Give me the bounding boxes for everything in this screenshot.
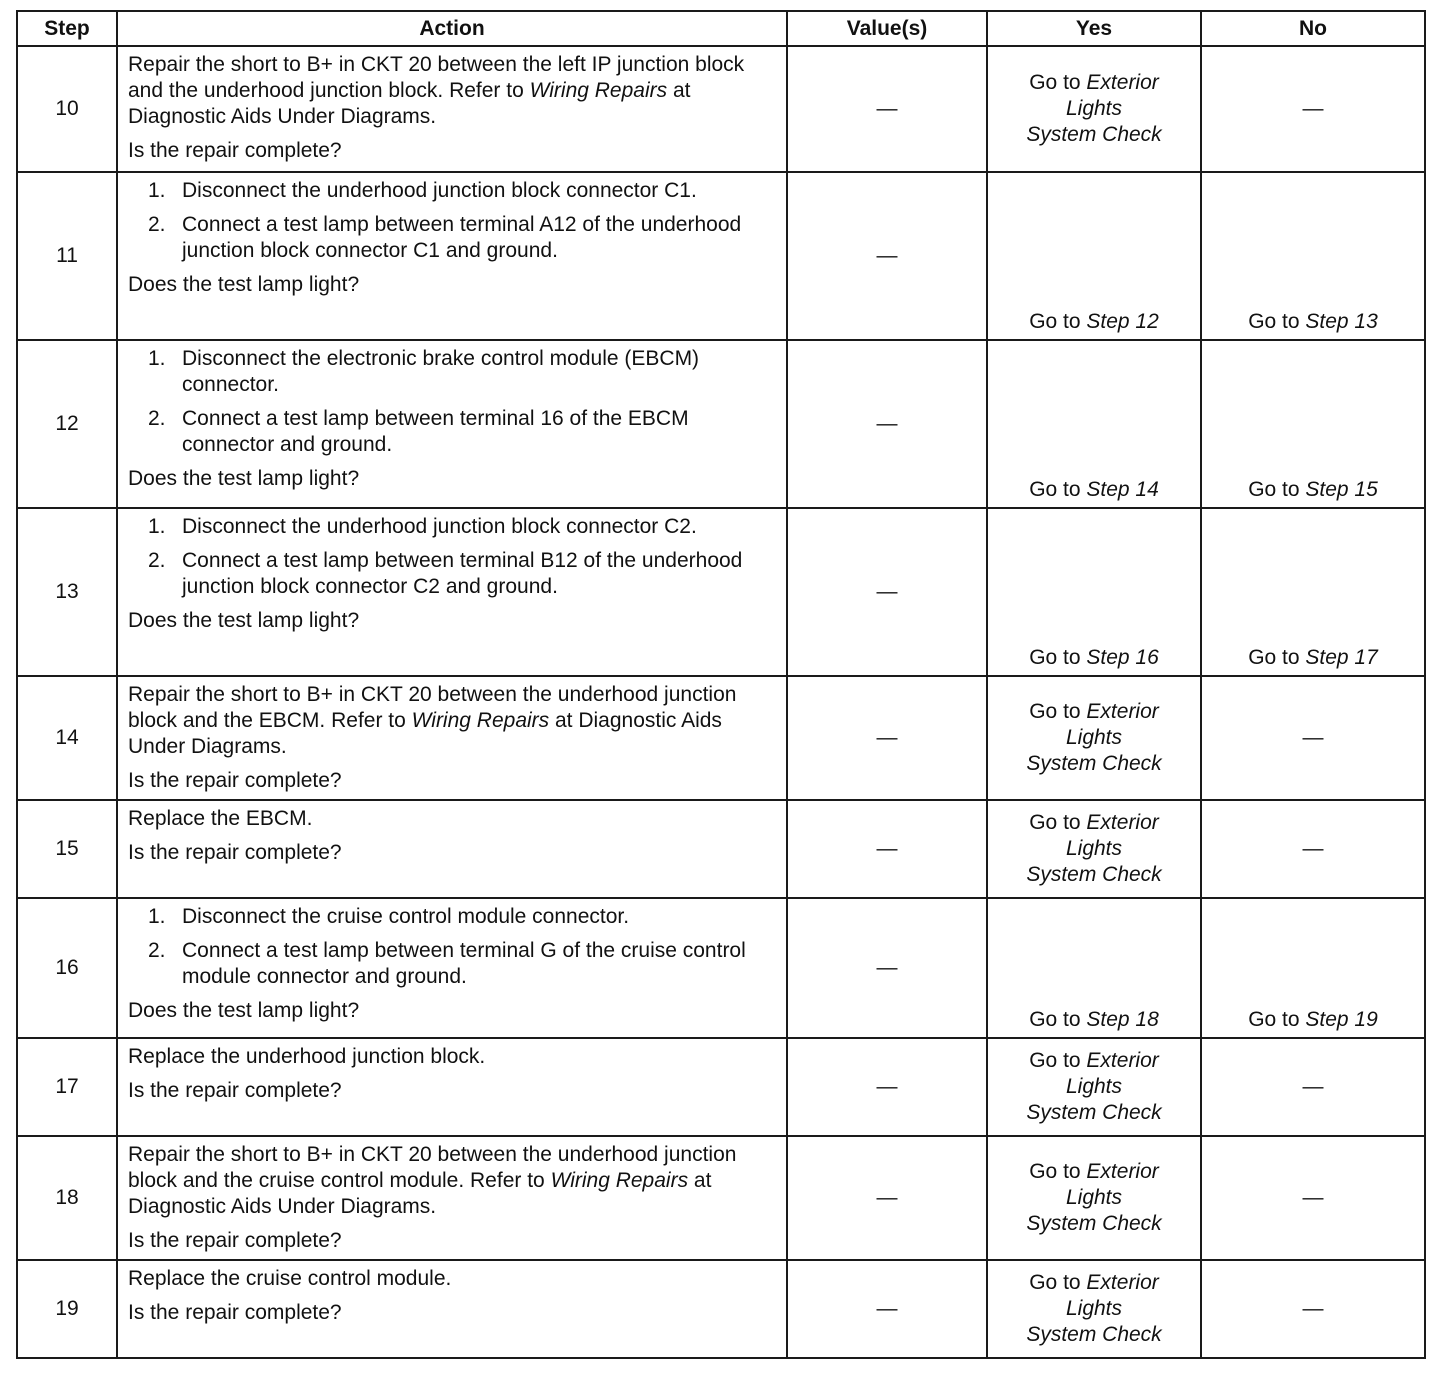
header-value: Value(s) xyxy=(787,11,987,46)
action-cell xyxy=(117,172,787,340)
table-row xyxy=(17,800,1425,898)
table-row xyxy=(17,46,1425,172)
no-cell: — xyxy=(1201,1038,1425,1136)
value-cell: — xyxy=(787,46,987,172)
step-number: 11 xyxy=(17,172,117,340)
action-step-item xyxy=(128,514,776,540)
value-cell: — xyxy=(787,800,987,898)
table-row xyxy=(17,1136,1425,1260)
no-cell: — xyxy=(1201,46,1425,172)
yes-cell: Go to Exterior Lights System Check xyxy=(987,1038,1201,1136)
action-steps-list xyxy=(128,178,776,264)
value-cell: — xyxy=(787,172,987,340)
action-step-number: 1. xyxy=(148,179,166,202)
no-cell: — xyxy=(1201,676,1425,800)
action-step-number: 2. xyxy=(148,939,166,962)
value-cell: — xyxy=(787,1136,987,1260)
action-step-number: 1. xyxy=(148,905,166,928)
yes-cell: Go to Exterior Lights System Check xyxy=(987,676,1201,800)
action-step-item xyxy=(128,178,776,204)
action-text: Repair the short to B+ in CKT 20 between the left IP junction block and the underhood junction block. Refer to Wiring Repairs at Diagnostic Aids Under Diagrams. xyxy=(128,53,745,128)
yes-cell: Go to Step 12 xyxy=(987,172,1201,340)
action-step-text: Connect a test lamp between terminal 16 of the EBCM connector and ground. xyxy=(182,407,689,456)
action-cell xyxy=(117,46,787,172)
no-cell: Go to Step 17 xyxy=(1201,508,1425,676)
table-body xyxy=(17,46,1425,1358)
header-no: No xyxy=(1201,11,1425,46)
action-question: Is the repair complete? xyxy=(128,841,342,864)
no-cell: Go to Step 19 xyxy=(1201,898,1425,1038)
no-cell: Go to Step 15 xyxy=(1201,340,1425,508)
step-number: 15 xyxy=(17,800,117,898)
action-cell xyxy=(117,340,787,508)
action-cell xyxy=(117,898,787,1038)
step-number: 19 xyxy=(17,1260,117,1358)
action-step-number: 2. xyxy=(148,549,166,572)
table-row xyxy=(17,508,1425,676)
value-cell: — xyxy=(787,508,987,676)
no-cell: — xyxy=(1201,800,1425,898)
action-question: Is the repair complete? xyxy=(128,769,342,792)
value-cell: — xyxy=(787,898,987,1038)
action-step-text: Disconnect the underhood junction block connector C1. xyxy=(182,179,697,202)
action-step-text: Disconnect the underhood junction block connector C2. xyxy=(182,515,697,538)
header-action: Action xyxy=(117,11,787,46)
value-cell: — xyxy=(787,340,987,508)
table-row xyxy=(17,1260,1425,1358)
table-row xyxy=(17,340,1425,508)
header-step: Step xyxy=(17,11,117,46)
action-question: Does the test lamp light? xyxy=(128,609,360,632)
value-cell: — xyxy=(787,1038,987,1136)
action-step-text: Disconnect the electronic brake control module (EBCM) connector. xyxy=(182,347,700,396)
header-yes: Yes xyxy=(987,11,1201,46)
action-step-item xyxy=(128,938,776,990)
action-steps-list xyxy=(128,904,776,990)
action-text: Replace the underhood junction block. xyxy=(128,1045,486,1068)
step-number: 14 xyxy=(17,676,117,800)
yes-cell: Go to Exterior Lights System Check xyxy=(987,800,1201,898)
action-question: Does the test lamp light? xyxy=(128,273,360,296)
table-row xyxy=(17,172,1425,340)
action-step-item xyxy=(128,346,776,398)
yes-cell: Go to Step 16 xyxy=(987,508,1201,676)
step-number: 13 xyxy=(17,508,117,676)
action-step-item xyxy=(128,212,776,264)
action-step-text: Connect a test lamp between terminal G of the cruise control module connector and ground. xyxy=(182,939,746,988)
action-question: Is the repair complete? xyxy=(128,1079,342,1102)
table-row xyxy=(17,676,1425,800)
value-cell: — xyxy=(787,1260,987,1358)
action-question: Does the test lamp light? xyxy=(128,999,360,1022)
action-steps-list xyxy=(128,346,776,458)
no-cell: — xyxy=(1201,1136,1425,1260)
action-question: Does the test lamp light? xyxy=(128,467,360,490)
action-step-text: Connect a test lamp between terminal A12 of the underhood junction block connector C1 and ground. xyxy=(182,213,742,262)
action-text: Repair the short to B+ in CKT 20 between the underhood junction block and the cruise control module. Refer to Wiring Repairs at Diagnostic Aids Under Diagrams. xyxy=(128,1143,737,1218)
action-step-number: 1. xyxy=(148,347,166,370)
action-question: Is the repair complete? xyxy=(128,139,342,162)
yes-cell: Go to Step 18 xyxy=(987,898,1201,1038)
action-text: Replace the EBCM. xyxy=(128,807,313,830)
yes-cell: Go to Exterior Lights System Check xyxy=(987,46,1201,172)
yes-cell: Go to Exterior Lights System Check xyxy=(987,1260,1201,1358)
no-cell: — xyxy=(1201,1260,1425,1358)
action-step-number: 1. xyxy=(148,515,166,538)
action-question: Is the repair complete? xyxy=(128,1301,342,1324)
action-text: Replace the cruise control module. xyxy=(128,1267,452,1290)
action-cell xyxy=(117,800,787,898)
action-step-item xyxy=(128,904,776,930)
header-row xyxy=(17,11,1425,46)
step-number: 18 xyxy=(17,1136,117,1260)
table-row xyxy=(17,1038,1425,1136)
action-step-text: Connect a test lamp between terminal B12 of the underhood junction block connector C2 and ground. xyxy=(182,549,743,598)
step-number: 16 xyxy=(17,898,117,1038)
table-row xyxy=(17,898,1425,1038)
action-step-text: Disconnect the cruise control module connector. xyxy=(182,905,630,928)
action-cell xyxy=(117,676,787,800)
step-number: 10 xyxy=(17,46,117,172)
yes-cell: Go to Step 14 xyxy=(987,340,1201,508)
no-cell: Go to Step 13 xyxy=(1201,172,1425,340)
action-step-number: 2. xyxy=(148,213,166,236)
action-question: Is the repair complete? xyxy=(128,1229,342,1252)
step-number: 17 xyxy=(17,1038,117,1136)
value-cell: — xyxy=(787,676,987,800)
action-steps-list xyxy=(128,514,776,600)
step-number: 12 xyxy=(17,340,117,508)
action-cell xyxy=(117,1136,787,1260)
action-cell xyxy=(117,1260,787,1358)
action-step-item xyxy=(128,406,776,458)
action-step-item xyxy=(128,548,776,600)
action-text: Repair the short to B+ in CKT 20 between the underhood junction block and the EBCM. Refer to Wiring Repairs at Diagnostic Aids Under Diagrams. xyxy=(128,683,737,758)
action-step-number: 2. xyxy=(148,407,166,430)
action-cell xyxy=(117,508,787,676)
diagnostic-table xyxy=(16,10,1426,1359)
action-cell xyxy=(117,1038,787,1136)
yes-cell: Go to Exterior Lights System Check xyxy=(987,1136,1201,1260)
